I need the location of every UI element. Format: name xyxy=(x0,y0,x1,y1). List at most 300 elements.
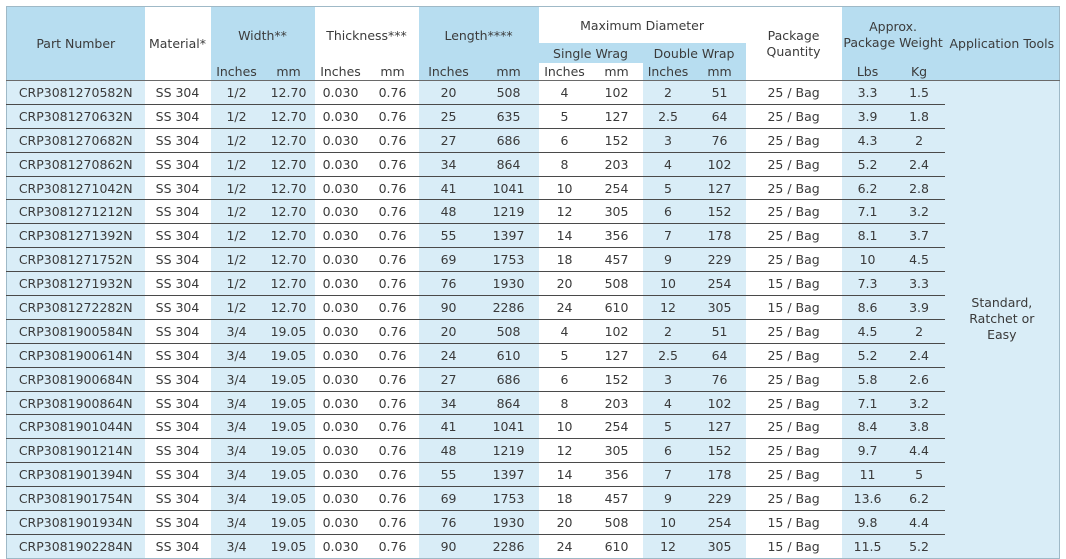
cell-width-inches: 1/2 xyxy=(211,224,263,248)
cell-double-wrap-mm: 305 xyxy=(694,534,746,558)
cell-thickness-mm: 0.76 xyxy=(367,272,419,296)
cell-weight-kg: 2 xyxy=(894,128,945,152)
cell-application-tools xyxy=(945,81,1060,559)
cell-thickness-mm: 0.76 xyxy=(367,534,419,558)
cell-single-wrap-inches: 12 xyxy=(539,439,591,463)
cell-width-mm: 19.05 xyxy=(263,415,315,439)
cell-single-wrap-mm: 203 xyxy=(591,152,643,176)
cell-width-mm: 19.05 xyxy=(263,487,315,511)
cell-double-wrap-inches: 7 xyxy=(643,463,694,487)
cell-length-mm: 1753 xyxy=(479,487,539,511)
header-application-tools: Application Tools xyxy=(945,7,1060,81)
cell-double-wrap-inches: 12 xyxy=(643,296,694,320)
cell-package-quantity: 25 / Bag xyxy=(746,152,842,176)
table-row xyxy=(7,367,1060,391)
cell-package-quantity: 25 / Bag xyxy=(746,319,842,343)
header-part-number: Part Number xyxy=(7,7,145,81)
cell-length-inches: 27 xyxy=(419,367,479,391)
cell-length-inches: 24 xyxy=(419,343,479,367)
cell-single-wrap-mm: 127 xyxy=(591,104,643,128)
cell-length-inches: 55 xyxy=(419,224,479,248)
table-row xyxy=(7,511,1060,535)
cell-single-wrap-mm: 356 xyxy=(591,463,643,487)
cell-width-inches: 3/4 xyxy=(211,439,263,463)
cell-double-wrap-inches: 9 xyxy=(643,487,694,511)
cell-thickness-inches: 0.030 xyxy=(315,104,367,128)
cell-weight-kg: 1.5 xyxy=(894,81,945,105)
cell-length-mm: 635 xyxy=(479,104,539,128)
cell-single-wrap-mm: 305 xyxy=(591,200,643,224)
cell-length-inches: 55 xyxy=(419,463,479,487)
cell-weight-kg: 2.4 xyxy=(894,343,945,367)
cell-width-mm: 19.05 xyxy=(263,391,315,415)
cell-double-wrap-mm: 127 xyxy=(694,176,746,200)
cell-part-number: CRP3081900864N xyxy=(7,391,145,415)
header-package-weight-line1: Approx. xyxy=(869,19,918,34)
cell-double-wrap-inches: 10 xyxy=(643,272,694,296)
cell-package-quantity: 25 / Bag xyxy=(746,104,842,128)
cell-length-inches: 48 xyxy=(419,200,479,224)
cell-thickness-mm: 0.76 xyxy=(367,224,419,248)
cell-thickness-inches: 0.030 xyxy=(315,534,367,558)
cell-single-wrap-inches: 10 xyxy=(539,176,591,200)
cell-part-number: CRP3081271042N xyxy=(7,176,145,200)
cell-part-number: CRP3081271752N xyxy=(7,248,145,272)
cell-single-wrap-mm: 102 xyxy=(591,81,643,105)
cell-double-wrap-inches: 10 xyxy=(643,511,694,535)
cell-length-inches: 34 xyxy=(419,391,479,415)
cell-length-mm: 864 xyxy=(479,391,539,415)
cell-single-wrap-mm: 457 xyxy=(591,248,643,272)
cell-double-wrap-mm: 152 xyxy=(694,200,746,224)
cell-single-wrap-mm: 305 xyxy=(591,439,643,463)
cell-single-wrap-inches: 10 xyxy=(539,415,591,439)
cell-part-number: CRP3081901934N xyxy=(7,511,145,535)
cell-part-number: CRP3081270682N xyxy=(7,128,145,152)
table-row xyxy=(7,224,1060,248)
cell-thickness-mm: 0.76 xyxy=(367,343,419,367)
cell-package-quantity: 25 / Bag xyxy=(746,391,842,415)
cell-width-inches: 1/2 xyxy=(211,81,263,105)
cell-single-wrap-mm: 457 xyxy=(591,487,643,511)
cell-single-wrap-inches: 5 xyxy=(539,343,591,367)
unit-width-inches: Inches xyxy=(211,63,263,81)
cell-thickness-mm: 0.76 xyxy=(367,463,419,487)
cell-length-inches: 25 xyxy=(419,104,479,128)
cell-width-inches: 3/4 xyxy=(211,487,263,511)
cell-part-number: CRP3081271212N xyxy=(7,200,145,224)
table-row xyxy=(7,343,1060,367)
cell-package-quantity: 25 / Bag xyxy=(746,463,842,487)
cell-thickness-mm: 0.76 xyxy=(367,128,419,152)
unit-thickness-mm: mm xyxy=(367,63,419,81)
cell-weight-kg: 3.2 xyxy=(894,391,945,415)
cell-single-wrap-mm: 127 xyxy=(591,343,643,367)
cell-length-mm: 1219 xyxy=(479,200,539,224)
table-row xyxy=(7,319,1060,343)
cell-length-mm: 2286 xyxy=(479,296,539,320)
cell-package-quantity: 25 / Bag xyxy=(746,367,842,391)
cell-thickness-mm: 0.76 xyxy=(367,391,419,415)
table-header xyxy=(7,7,1060,81)
cell-package-quantity: 15 / Bag xyxy=(746,296,842,320)
cell-width-inches: 1/2 xyxy=(211,272,263,296)
cell-double-wrap-inches: 12 xyxy=(643,534,694,558)
cell-length-mm: 610 xyxy=(479,343,539,367)
table-row xyxy=(7,176,1060,200)
cell-double-wrap-mm: 254 xyxy=(694,511,746,535)
cell-thickness-inches: 0.030 xyxy=(315,343,367,367)
cell-single-wrap-inches: 5 xyxy=(539,104,591,128)
cell-single-wrap-inches: 6 xyxy=(539,367,591,391)
cell-part-number: CRP3081901754N xyxy=(7,487,145,511)
unit-thickness-inches: Inches xyxy=(315,63,367,81)
table-row xyxy=(7,152,1060,176)
cell-material: SS 304 xyxy=(145,200,211,224)
cell-single-wrap-mm: 356 xyxy=(591,224,643,248)
table-row xyxy=(7,439,1060,463)
cell-material: SS 304 xyxy=(145,367,211,391)
cell-part-number: CRP3081900584N xyxy=(7,319,145,343)
cell-double-wrap-inches: 7 xyxy=(643,224,694,248)
cell-package-quantity: 25 / Bag xyxy=(746,487,842,511)
unit-kg: Kg xyxy=(894,63,945,81)
cell-length-inches: 90 xyxy=(419,296,479,320)
cell-double-wrap-mm: 178 xyxy=(694,224,746,248)
cell-single-wrap-inches: 24 xyxy=(539,534,591,558)
cell-double-wrap-mm: 64 xyxy=(694,104,746,128)
cell-single-wrap-inches: 4 xyxy=(539,319,591,343)
cell-width-mm: 19.05 xyxy=(263,511,315,535)
cell-double-wrap-mm: 178 xyxy=(694,463,746,487)
cell-length-mm: 1397 xyxy=(479,224,539,248)
cell-weight-lbs: 3.3 xyxy=(842,81,894,105)
cell-length-inches: 41 xyxy=(419,176,479,200)
cell-weight-lbs: 5.2 xyxy=(842,343,894,367)
cell-weight-kg: 1.8 xyxy=(894,104,945,128)
cell-double-wrap-mm: 152 xyxy=(694,439,746,463)
cell-width-inches: 1/2 xyxy=(211,200,263,224)
cell-weight-kg: 3.8 xyxy=(894,415,945,439)
table-row xyxy=(7,391,1060,415)
cell-weight-lbs: 13.6 xyxy=(842,487,894,511)
cell-double-wrap-mm: 51 xyxy=(694,81,746,105)
cell-material: SS 304 xyxy=(145,319,211,343)
cell-thickness-mm: 0.76 xyxy=(367,152,419,176)
cell-length-mm: 1930 xyxy=(479,511,539,535)
cell-thickness-mm: 0.76 xyxy=(367,81,419,105)
cell-package-quantity: 25 / Bag xyxy=(746,343,842,367)
cell-part-number: CRP3081270862N xyxy=(7,152,145,176)
cell-thickness-mm: 0.76 xyxy=(367,176,419,200)
header-package-quantity xyxy=(746,7,842,81)
cell-part-number: CRP3081901044N xyxy=(7,415,145,439)
header-width: Width** xyxy=(211,7,315,64)
cell-thickness-mm: 0.76 xyxy=(367,439,419,463)
cell-weight-lbs: 11.5 xyxy=(842,534,894,558)
unit-double-inches: Inches xyxy=(643,63,694,81)
cell-single-wrap-inches: 4 xyxy=(539,81,591,105)
cell-package-quantity: 25 / Bag xyxy=(746,224,842,248)
cell-width-mm: 19.05 xyxy=(263,534,315,558)
cell-weight-lbs: 5.8 xyxy=(842,367,894,391)
cell-single-wrap-inches: 18 xyxy=(539,248,591,272)
cell-weight-kg: 2.6 xyxy=(894,367,945,391)
cell-weight-lbs: 7.1 xyxy=(842,391,894,415)
header-material: Material* xyxy=(145,7,211,81)
cell-weight-lbs: 7.1 xyxy=(842,200,894,224)
cell-length-mm: 2286 xyxy=(479,534,539,558)
cell-width-inches: 1/2 xyxy=(211,176,263,200)
cell-width-mm: 12.70 xyxy=(263,272,315,296)
header-package-quantity-line1: Package xyxy=(767,27,820,43)
cell-package-quantity: 25 / Bag xyxy=(746,248,842,272)
cell-thickness-mm: 0.76 xyxy=(367,200,419,224)
cell-material: SS 304 xyxy=(145,272,211,296)
cell-double-wrap-inches: 3 xyxy=(643,128,694,152)
cell-width-mm: 12.70 xyxy=(263,152,315,176)
cell-weight-kg: 3.3 xyxy=(894,272,945,296)
cell-weight-kg: 2 xyxy=(894,319,945,343)
cell-single-wrap-inches: 14 xyxy=(539,224,591,248)
cell-material: SS 304 xyxy=(145,176,211,200)
cell-part-number: CRP3081270582N xyxy=(7,81,145,105)
cell-thickness-mm: 0.76 xyxy=(367,104,419,128)
application-tools-line1: Standard, xyxy=(971,295,1033,311)
cell-length-inches: 41 xyxy=(419,415,479,439)
cell-width-mm: 12.70 xyxy=(263,296,315,320)
cell-material: SS 304 xyxy=(145,128,211,152)
cell-single-wrap-inches: 18 xyxy=(539,487,591,511)
cell-double-wrap-mm: 64 xyxy=(694,343,746,367)
cell-double-wrap-mm: 102 xyxy=(694,391,746,415)
unit-double-mm: mm xyxy=(694,63,746,81)
cell-single-wrap-mm: 508 xyxy=(591,511,643,535)
cell-weight-lbs: 11 xyxy=(842,463,894,487)
table-row xyxy=(7,81,1060,105)
cell-weight-lbs: 8.6 xyxy=(842,296,894,320)
cell-double-wrap-mm: 51 xyxy=(694,319,746,343)
cell-length-inches: 20 xyxy=(419,319,479,343)
cell-double-wrap-mm: 76 xyxy=(694,128,746,152)
cell-package-quantity: 25 / Bag xyxy=(746,200,842,224)
cell-width-inches: 1/2 xyxy=(211,104,263,128)
cell-width-mm: 19.05 xyxy=(263,319,315,343)
cell-single-wrap-mm: 152 xyxy=(591,367,643,391)
unit-length-mm: mm xyxy=(479,63,539,81)
specification-table xyxy=(6,6,1060,559)
cell-weight-lbs: 9.7 xyxy=(842,439,894,463)
cell-width-mm: 12.70 xyxy=(263,176,315,200)
cell-width-inches: 3/4 xyxy=(211,319,263,343)
cell-width-mm: 12.70 xyxy=(263,128,315,152)
cell-weight-kg: 3.7 xyxy=(894,224,945,248)
cell-weight-lbs: 4.3 xyxy=(842,128,894,152)
cell-thickness-inches: 0.030 xyxy=(315,391,367,415)
cell-single-wrap-inches: 20 xyxy=(539,511,591,535)
cell-width-inches: 3/4 xyxy=(211,511,263,535)
cell-length-mm: 1930 xyxy=(479,272,539,296)
application-tools-line2: Ratchet or xyxy=(969,311,1035,327)
cell-length-inches: 34 xyxy=(419,152,479,176)
table-row xyxy=(7,534,1060,558)
cell-length-inches: 20 xyxy=(419,81,479,105)
cell-single-wrap-mm: 254 xyxy=(591,415,643,439)
cell-part-number: CRP3081902284N xyxy=(7,534,145,558)
cell-double-wrap-inches: 2 xyxy=(643,319,694,343)
cell-width-mm: 19.05 xyxy=(263,343,315,367)
cell-thickness-inches: 0.030 xyxy=(315,296,367,320)
table-row xyxy=(7,296,1060,320)
cell-weight-lbs: 6.2 xyxy=(842,176,894,200)
cell-weight-lbs: 8.1 xyxy=(842,224,894,248)
cell-thickness-inches: 0.030 xyxy=(315,415,367,439)
cell-material: SS 304 xyxy=(145,343,211,367)
table-row xyxy=(7,415,1060,439)
cell-length-mm: 686 xyxy=(479,128,539,152)
cell-thickness-inches: 0.030 xyxy=(315,319,367,343)
cell-weight-lbs: 3.9 xyxy=(842,104,894,128)
cell-length-inches: 76 xyxy=(419,272,479,296)
cell-single-wrap-inches: 8 xyxy=(539,152,591,176)
cell-thickness-mm: 0.76 xyxy=(367,319,419,343)
cell-thickness-inches: 0.030 xyxy=(315,248,367,272)
cell-width-mm: 19.05 xyxy=(263,367,315,391)
table-row xyxy=(7,104,1060,128)
cell-double-wrap-mm: 254 xyxy=(694,272,746,296)
header-length: Length**** xyxy=(419,7,539,64)
cell-single-wrap-mm: 254 xyxy=(591,176,643,200)
header-thickness: Thickness*** xyxy=(315,7,419,64)
cell-thickness-inches: 0.030 xyxy=(315,367,367,391)
cell-length-mm: 1753 xyxy=(479,248,539,272)
cell-single-wrap-mm: 102 xyxy=(591,319,643,343)
cell-single-wrap-inches: 6 xyxy=(539,128,591,152)
cell-width-inches: 1/2 xyxy=(211,152,263,176)
cell-length-inches: 76 xyxy=(419,511,479,535)
cell-single-wrap-inches: 12 xyxy=(539,200,591,224)
cell-thickness-inches: 0.030 xyxy=(315,224,367,248)
cell-material: SS 304 xyxy=(145,391,211,415)
cell-width-inches: 1/2 xyxy=(211,248,263,272)
cell-double-wrap-inches: 4 xyxy=(643,152,694,176)
cell-weight-kg: 2.4 xyxy=(894,152,945,176)
unit-single-mm: mm xyxy=(591,63,643,81)
cell-weight-lbs: 8.4 xyxy=(842,415,894,439)
header-package-quantity-line2: Quantity xyxy=(766,43,821,59)
cell-part-number: CRP3081272282N xyxy=(7,296,145,320)
cell-double-wrap-mm: 127 xyxy=(694,415,746,439)
cell-width-inches: 3/4 xyxy=(211,534,263,558)
header-package-weight xyxy=(842,7,945,64)
cell-thickness-inches: 0.030 xyxy=(315,81,367,105)
cell-thickness-mm: 0.76 xyxy=(367,415,419,439)
cell-width-inches: 3/4 xyxy=(211,391,263,415)
cell-length-inches: 90 xyxy=(419,534,479,558)
cell-width-mm: 19.05 xyxy=(263,439,315,463)
cell-thickness-inches: 0.030 xyxy=(315,511,367,535)
cell-double-wrap-mm: 305 xyxy=(694,296,746,320)
cell-package-quantity: 15 / Bag xyxy=(746,534,842,558)
cell-package-quantity: 15 / Bag xyxy=(746,272,842,296)
cell-thickness-mm: 0.76 xyxy=(367,248,419,272)
unit-length-inches: Inches xyxy=(419,63,479,81)
cell-weight-kg: 4.4 xyxy=(894,511,945,535)
cell-thickness-inches: 0.030 xyxy=(315,463,367,487)
cell-material: SS 304 xyxy=(145,534,211,558)
table-row xyxy=(7,463,1060,487)
cell-single-wrap-mm: 508 xyxy=(591,272,643,296)
cell-thickness-inches: 0.030 xyxy=(315,200,367,224)
table-row xyxy=(7,248,1060,272)
cell-double-wrap-inches: 6 xyxy=(643,439,694,463)
cell-package-quantity: 15 / Bag xyxy=(746,511,842,535)
cell-part-number: CRP3081900614N xyxy=(7,343,145,367)
cell-double-wrap-mm: 102 xyxy=(694,152,746,176)
header-package-weight-line2: Package Weight xyxy=(843,35,943,50)
cell-length-mm: 508 xyxy=(479,319,539,343)
cell-single-wrap-inches: 20 xyxy=(539,272,591,296)
cell-length-mm: 1041 xyxy=(479,415,539,439)
cell-length-mm: 508 xyxy=(479,81,539,105)
cell-material: SS 304 xyxy=(145,104,211,128)
cell-width-inches: 3/4 xyxy=(211,343,263,367)
cell-material: SS 304 xyxy=(145,511,211,535)
cell-width-mm: 19.05 xyxy=(263,463,315,487)
cell-single-wrap-inches: 24 xyxy=(539,296,591,320)
cell-double-wrap-inches: 2.5 xyxy=(643,104,694,128)
cell-package-quantity: 25 / Bag xyxy=(746,128,842,152)
cell-width-mm: 12.70 xyxy=(263,200,315,224)
cell-width-mm: 12.70 xyxy=(263,224,315,248)
cell-length-mm: 864 xyxy=(479,152,539,176)
cell-material: SS 304 xyxy=(145,463,211,487)
cell-material: SS 304 xyxy=(145,487,211,511)
cell-double-wrap-mm: 229 xyxy=(694,487,746,511)
cell-weight-kg: 2.8 xyxy=(894,176,945,200)
cell-weight-lbs: 5.2 xyxy=(842,152,894,176)
unit-single-inches: Inches xyxy=(539,63,591,81)
cell-double-wrap-inches: 5 xyxy=(643,176,694,200)
cell-part-number: CRP3081271932N xyxy=(7,272,145,296)
cell-length-mm: 1041 xyxy=(479,176,539,200)
cell-package-quantity: 25 / Bag xyxy=(746,439,842,463)
table-row xyxy=(7,272,1060,296)
cell-thickness-mm: 0.76 xyxy=(367,487,419,511)
cell-weight-kg: 5.2 xyxy=(894,534,945,558)
cell-single-wrap-mm: 203 xyxy=(591,391,643,415)
cell-width-mm: 12.70 xyxy=(263,104,315,128)
cell-length-inches: 69 xyxy=(419,487,479,511)
cell-thickness-inches: 0.030 xyxy=(315,487,367,511)
cell-material: SS 304 xyxy=(145,296,211,320)
cell-weight-kg: 5 xyxy=(894,463,945,487)
cell-length-mm: 1397 xyxy=(479,463,539,487)
header-single-wrap: Single Wrag xyxy=(539,43,643,63)
cell-width-inches: 3/4 xyxy=(211,463,263,487)
cell-material: SS 304 xyxy=(145,415,211,439)
cell-thickness-inches: 0.030 xyxy=(315,176,367,200)
cell-package-quantity: 25 / Bag xyxy=(746,176,842,200)
cell-thickness-mm: 0.76 xyxy=(367,367,419,391)
cell-length-inches: 48 xyxy=(419,439,479,463)
cell-double-wrap-mm: 229 xyxy=(694,248,746,272)
cell-width-inches: 3/4 xyxy=(211,415,263,439)
cell-single-wrap-inches: 8 xyxy=(539,391,591,415)
header-double-wrap: Double Wrap xyxy=(643,43,746,63)
cell-length-mm: 1219 xyxy=(479,439,539,463)
cell-single-wrap-mm: 610 xyxy=(591,534,643,558)
